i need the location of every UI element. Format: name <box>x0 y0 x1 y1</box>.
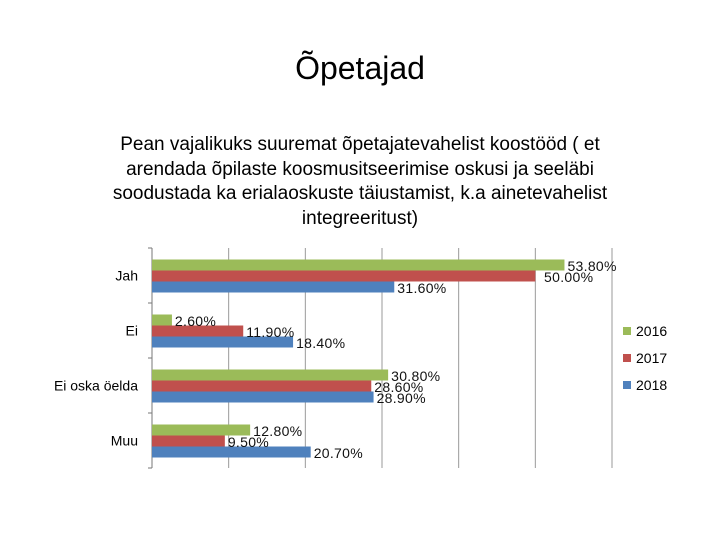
legend-label: 2017 <box>636 350 668 366</box>
data-label: 30.80% <box>391 368 441 384</box>
legend-swatch <box>623 354 631 362</box>
legend-swatch <box>623 327 631 335</box>
data-label: 9.50% <box>227 434 270 450</box>
bar-2017-muu <box>152 436 225 447</box>
bar-2017-ei-oska-öelda <box>152 381 371 392</box>
data-label: 28.90% <box>376 390 426 406</box>
bar-2016-ei-oska-öelda <box>152 370 388 381</box>
data-label: 53.80% <box>567 258 617 274</box>
bar-2018-jah <box>152 282 394 293</box>
bar-2017-jah <box>152 271 535 282</box>
bar-2018-ei-oska-öelda <box>152 392 374 403</box>
data-label: 12.80% <box>253 423 303 439</box>
data-label: 18.40% <box>296 335 346 351</box>
data-label: 28.60% <box>374 379 424 395</box>
bar-2016-jah <box>152 260 564 271</box>
chart-title: Pean vajalikuks suuremat õpetajatevahelist koostööd ( et arendada õpilaste koosmusitseerimise oskusi ja seeläbi soodustada ka erialaoskuste täiustamist, k.a ainetevahelist integreeritust) <box>112 134 608 229</box>
category-label: Jah <box>115 267 138 284</box>
data-label: 50.00% <box>544 269 594 285</box>
legend-label: 2018 <box>636 377 668 393</box>
category-label: Ei <box>125 322 138 339</box>
category-label: Muu <box>110 432 138 449</box>
data-label: 31.60% <box>397 280 447 296</box>
data-label: 11.90% <box>246 324 295 340</box>
slide-title: Õpetajad <box>295 50 425 86</box>
data-label: 20.70% <box>313 445 363 461</box>
data-label: 2.60% <box>174 313 217 329</box>
legend-swatch <box>623 381 631 389</box>
bar-2016-ei <box>152 315 172 326</box>
category-label: Ei oska öelda <box>53 377 138 394</box>
legend-label: 2016 <box>636 323 668 339</box>
